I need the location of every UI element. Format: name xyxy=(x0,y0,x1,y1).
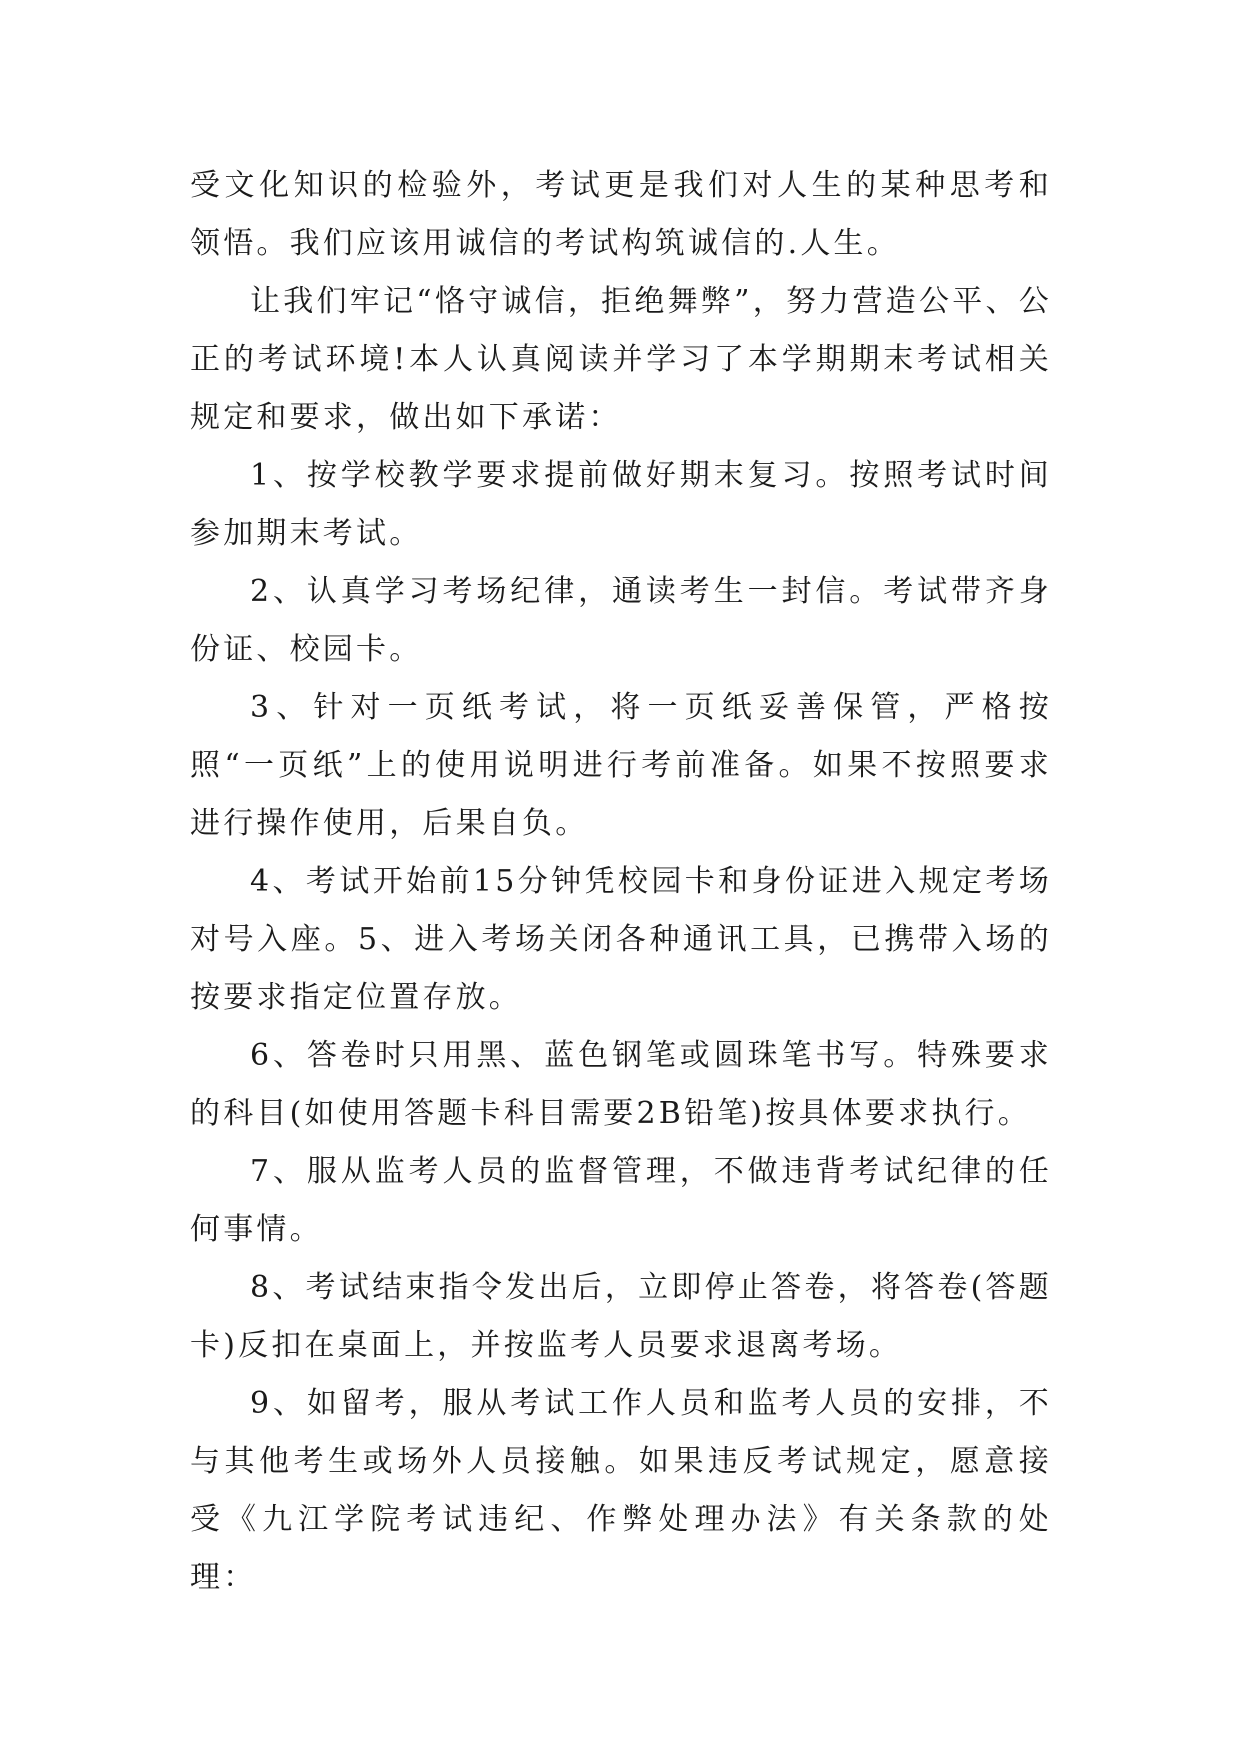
paragraph-intro: 让我们牢记“恪守诚信，拒绝舞弊”，努力营造公平、公正的考试环境!本人认真阅读并学习了本学期期末考试相关规定和要求，做出如下承诺： xyxy=(190,284,1052,435)
pledge-item-1: 1、按学校教学要求提前做好期末复习。按照考试时间参加期末考试。 xyxy=(190,458,1052,551)
pledge-item-2: 2、认真学习考场纪律，通读考生一封信。考试带齐身份证、校园卡。 xyxy=(190,574,1052,667)
pledge-item-3: 3、针对一页纸考试，将一页纸妥善保管，严格按照“一页纸”上的使用说明进行考前准备。如果不按照要求进行操作使用，后果自负。 xyxy=(190,690,1052,841)
document-body xyxy=(190,157,1052,1607)
pledge-item-4-5: 4、考试开始前15分钟凭校园卡和身份证进入规定考场对号入座。5、进入考场关闭各种通讯工具，已携带入场的按要求指定位置存放。 xyxy=(190,864,1052,1015)
pledge-item-6: 6、答卷时只用黑、蓝色钢笔或圆珠笔书写。特殊要求的科目(如使用答题卡科目需要2B铅笔)按具体要求执行。 xyxy=(190,1038,1052,1131)
pledge-item-7: 7、服从监考人员的监督管理，不做违背考试纪律的任何事情。 xyxy=(190,1154,1052,1247)
pledge-item-8: 8、考试结束指令发出后，立即停止答卷，将答卷(答题卡)反扣在桌面上，并按监考人员要求退离考场。 xyxy=(190,1270,1052,1363)
paragraph-continuation: 受文化知识的检验外，考试更是我们对人生的某种思考和领悟。我们应该用诚信的考试构筑诚信的.人生。 xyxy=(190,168,1052,261)
pledge-item-9: 9、如留考，服从考试工作人员和监考人员的安排，不与其他考生或场外人员接触。如果违反考试规定，愿意接受《九江学院考试违纪、作弊处理办法》有关条款的处理： xyxy=(190,1386,1052,1595)
